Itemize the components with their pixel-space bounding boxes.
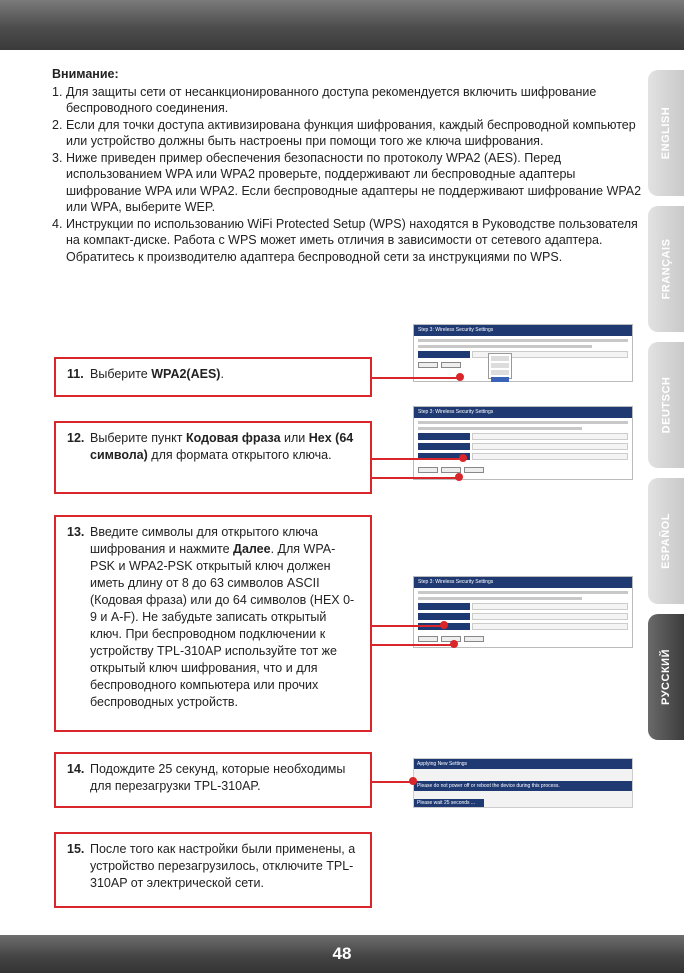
connector-dot <box>440 621 448 629</box>
step-12: 12. Выберите пункт Кодовая фраза или Hex (64 символа) для формата открытого ключа. <box>54 421 372 494</box>
header-bar <box>0 0 684 50</box>
screenshot-encryption-select: Step 3: Wireless Security Settings <box>413 324 633 382</box>
tab-russian[interactable]: РУССКИЙ <box>648 614 684 740</box>
connector-line <box>372 644 452 646</box>
step-11: 11. Выберите WPA2(AES). <box>54 357 372 397</box>
connector-dot <box>409 777 417 785</box>
step-15: 15. После того как настройки были применены, а устройство перезагрузилось, отключите TPL-310AP от электрической сети. <box>54 832 372 908</box>
connector-dot <box>450 640 458 648</box>
warning-item: 4. Инструкции по использованию WiFi Protected Setup (WPS) находятся в Руководстве пользователя на компакт-диске. Работа с WPS может иметь отличия в зависимости от сетевого адаптера. Обратитесь к производителю адаптера беспроводной сети за инструкциями по WPS. <box>52 216 638 264</box>
step-13: 13. Введите символы для открытого ключа шифрования и нажмите Далее. Для WPA-PSK и WPA2-PSK открытый ключ должен иметь длину от 8 до 63 символов ASCII (Кодовая фраза) или до 64 символов (HEX 0-9 и A-F). Не забудьте записать открытый ключ. При беспроводном подключении к устройству TPL-310AP используйте тот же открытый ключ шифрования, что и для беспроводного компьютера или прочих беспроводных устройств. <box>54 515 372 732</box>
warning-item: 3. Ниже приведен пример обеспечения безопасности по протоколу WPA2 (AES). Перед использованием WPA или WPA2 проверьте, поддерживают ли беспроводные адаптеры шифрование WPA или WPA2. Если беспроводные адаптеры не поддерживают шифрование WPA2 или WPA, выберите WEP. <box>52 150 642 214</box>
screenshot-key-format: Step 3: Wireless Security Settings <box>413 406 633 480</box>
connector-line <box>372 781 412 783</box>
tab-espanol[interactable]: ESPAÑOL <box>648 478 684 604</box>
connector-line <box>372 458 462 460</box>
tab-francais[interactable]: FRANÇAIS <box>648 206 684 332</box>
connector-dot <box>459 454 467 462</box>
warning-block <box>52 66 642 265</box>
tab-english[interactable]: ENGLISH <box>648 70 684 196</box>
warning-item: 2. Если для точки доступа активизирована функция шифрования, каждый беспроводной компьютер или устройство должны быть настроены при помощи того же ключа шифрования. <box>52 117 636 148</box>
connector-dot <box>456 373 464 381</box>
connector-line <box>372 377 459 379</box>
page-number: 48 <box>332 944 352 963</box>
tab-deutsch[interactable]: DEUTSCH <box>648 342 684 468</box>
connector-line <box>372 625 442 627</box>
dropdown-list <box>488 353 512 379</box>
connector-line <box>372 477 458 479</box>
warning-title: Внимание: <box>52 67 119 81</box>
step-14: 14. Подождите 25 секунд, которые необходимы для перезагрузки TPL-310AP. <box>54 752 372 808</box>
warning-item: 1. Для защиты сети от несанкционированного доступа рекомендуется включить шифрование беспроводного соединения. <box>52 84 597 115</box>
connector-dot <box>455 473 463 481</box>
screenshot-applying: Applying New Settings Please do not power off or reboot the device during this process. Please wait 25 seconds ... <box>413 758 633 808</box>
screenshot-passphrase: Step 3: Wireless Security Settings <box>413 576 633 648</box>
